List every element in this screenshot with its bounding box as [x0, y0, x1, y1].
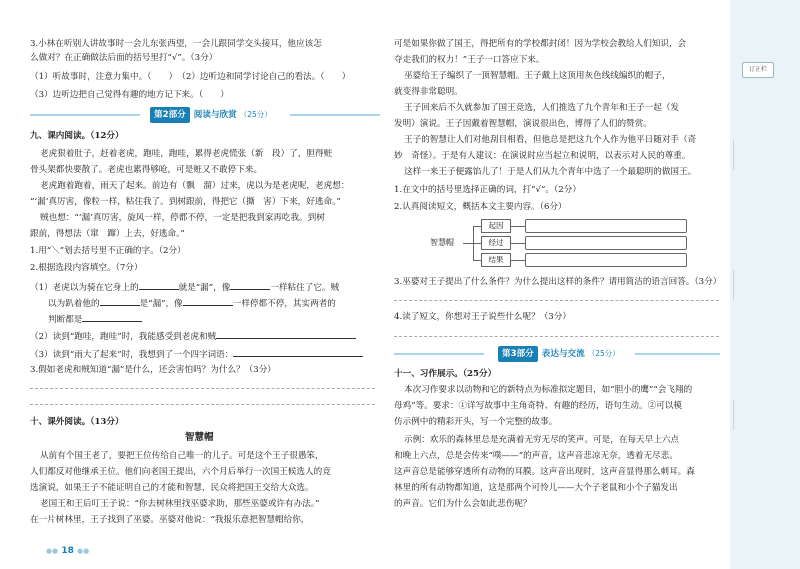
answer-line[interactable] [30, 388, 375, 389]
divider [733, 270, 734, 300]
mindmap-node-cause: 起因 [481, 219, 511, 233]
answer-blank[interactable] [233, 347, 363, 357]
reading-9-p2: 骨头架都快要散了。老虎也累得够呛，可是赃又不敢停下来。 [30, 165, 263, 175]
section-2-title: 阅读与欣赏 [193, 110, 237, 120]
mindmap-answer-box[interactable] [525, 253, 687, 267]
question-9-2-2: （2）读到“跑哇，跑哇”时，我能感受到老虎和贼 [30, 329, 356, 343]
mindmap-center: 智慧帽 [430, 238, 454, 247]
section-3-score: （25分） [587, 349, 620, 358]
story-p1: 从前有个国王老了，要把王位传给自己唯一的儿子。可是这个王子很愚笨， [40, 451, 324, 461]
section-11-title: 十一、习作展示。（25分） [394, 369, 497, 379]
question-9-2-line2: 以为趴着他的 是“漏”，像 一样停都不停，其实两者的 [48, 296, 336, 310]
answer-blank[interactable] [216, 329, 356, 339]
mindmap-connector [473, 226, 481, 227]
section-2-tag: 第2部分 [150, 107, 190, 123]
question-9-2: 2.根据选段内容填空。（7分） [30, 263, 143, 273]
section-3-bar-right [635, 346, 720, 362]
question-3-line1: 3.小林在听别人讲故事时一会儿东张西望，一会儿跟同学交头接耳，他应该怎 [30, 39, 322, 49]
reading-9-p1: 老虎狠着肚子，赶着老虎，跑哇，跑哇，累得老虎慌张（新 段）了，胆得赃 [40, 149, 333, 159]
question-10-4: 4.读了短文，你想对王子说些什么呢？（3分） [394, 312, 571, 322]
story-p6: 可是如果你做了国王，得把所有的学校都封闭！因为学校会教给人们知识，会 [394, 39, 687, 49]
story-p8: 巫婆给王子编织了一顶智慧帽。王子戴上这顶用灰色线线编织的帽子， [404, 71, 671, 81]
mindmap-answer-box[interactable] [525, 219, 687, 233]
writing-p2: 母鸡”等。要求：①详写故事中主角奇特、有趣的经历，语句生动。②可以模 [394, 401, 682, 411]
writing-p4: 示例：欢乐的森林里总是充满着无穷无尽的笑声。可是，在每天早上六点 [404, 435, 680, 445]
mindmap-node-result: 结果 [481, 253, 511, 267]
section-3-banner [498, 346, 628, 362]
reading-9-p4: “‘漏’真厉害，像粒一样，粘住我了。到树跟前，得把它（撕 害）下来，好逃命。” [30, 197, 341, 207]
mindmap-connector [511, 260, 525, 261]
story-p12: 王子的智慧让人们对他刮目相看，但他总是把这九个人作为他平日随对手（奇 [404, 135, 697, 145]
reading-9-p3: 老虎跑着跑着，雨天了起来。前边有（飘 溜）过来，虎以为是老虎呢，老虎想： [40, 181, 350, 191]
mindmap-answer-box[interactable] [525, 236, 687, 250]
correction-tab[interactable]: 订正栏 [742, 62, 774, 78]
story-p5: 在一片树林里，王子找到了巫婆。巫婆对他说：“我报乐意把智慧帽给你， [30, 515, 310, 525]
writing-p8: 的声音。它们为什么会如此悲伤呢？ [394, 499, 532, 509]
question-3-options-1: （1）听故事时，注意力集中。（ ） （2）边听边和同学讨论自己的看法。（ ） [30, 72, 351, 82]
mindmap-connector [473, 243, 481, 244]
answer-blank[interactable] [100, 296, 140, 306]
reading-9-p5: 贼也想：“‘漏’真厉害，旋风一样，停都不停，一定是把我到家再吃我。到树 [40, 213, 325, 223]
story-p13: 妙 奇怪）。于是有人建议：在演说时应当起立和说明，以表示对人民的尊重。 [394, 151, 691, 161]
answer-blank[interactable] [82, 312, 142, 322]
question-9-3: 3.假如老虎和贼知道“漏”是什么，还会害怕吗？为什么？（3分） [30, 365, 276, 375]
question-3-line2: 么做对？在正确做法后面的括号里打“√”。（3分） [30, 53, 218, 63]
right-page [394, 0, 730, 569]
section-9-title: 九、课内阅读。（12分） [30, 131, 124, 141]
section-3-tag: 第3部分 [498, 346, 538, 362]
answer-line[interactable] [394, 300, 719, 301]
answer-blank[interactable] [230, 280, 270, 290]
section-2-bar-right [290, 107, 380, 123]
answer-blank[interactable] [139, 280, 179, 290]
question-10-3: 3.巫婆对王子提出了什么条件？为什么提出这样的条件？请用简洁的语言回答。（3分） [394, 277, 722, 287]
story-p2: 人们都反对他继承王位。他们向老国王提出，六个月后举行一次国王候选人的竞 [30, 467, 331, 477]
section-2-bar-left [30, 107, 140, 123]
answer-line[interactable] [394, 336, 719, 337]
story-p7: 夺走我们的权力！”王子一口答应下来。 [394, 55, 545, 65]
question-9-2-line3: 判断都是 [48, 312, 142, 326]
story-p4: 老国王和王后叮王子说：“你去树林里找巫婆求助，那些巫婆或许有办法。” [40, 499, 320, 509]
story-p11: 发明）演说。王子因戴着智慧帽，演说很出色，博得了人们的赞赏。 [394, 119, 652, 129]
divider [733, 400, 734, 430]
section-10-title: 十、课外阅读。（13分） [30, 417, 124, 427]
story-title: 智慧帽 [185, 432, 214, 443]
question-9-1: 1.用“＼”划去括号里不正确的字。（2分） [30, 246, 186, 256]
writing-p7: 林里的所有动物都知道，这是那两个可怜儿——大个子老鼠和小个子猫发出 [394, 483, 678, 493]
answer-line[interactable] [30, 404, 375, 405]
writing-p6: 这声音总是能够穿透所有动物的耳膜。这声音出现时，这声音显得那么刺耳。森 [394, 467, 695, 477]
divider [733, 140, 734, 170]
correction-sidebar [730, 0, 800, 569]
page-number: ●● 18 ●● [46, 546, 90, 556]
writing-p1: 本次习作要求以动物和它的新特点为标准拟定题目，如“胆小的鹰”“会飞翔的 [404, 385, 693, 395]
mindmap-connector [511, 226, 525, 227]
mindmap-node-process: 经过 [481, 236, 511, 250]
page-number-dots: ●● [46, 547, 59, 555]
section-3-bar-left [394, 346, 484, 362]
question-3-options-2: （3）边听边把自己觉得有趣的地方记下来。（ ） [30, 90, 229, 100]
story-p14: 这样一来王子便露馅儿了！于是人们从九个青年中选了一个最聪明的做国王。 [404, 167, 697, 177]
writing-p5: 和晚上六点，总是会传来“噗——”的声音，这声音悲凉无奈，透着无尽悲。 [394, 451, 678, 461]
story-p3: 选演说，如果王子不能证明自己的才能和智慧，民众将把国王交给大众选。 [30, 483, 314, 493]
story-p10: 王子回来后不久就参加了国王竞选，人们推选了九个青年和王子一起（发 [404, 103, 680, 113]
mindmap-connector [511, 243, 525, 244]
page-number-dots: ●● [77, 547, 90, 555]
question-10-1: 1.在文中的括号里选择正确的词，打“√”。（2分） [394, 185, 581, 195]
answer-blank[interactable] [183, 296, 233, 306]
question-9-2-line1: （1）老虎以为骑在它身上的 就是“漏”，像 一样粘住了它。贼 [30, 280, 339, 294]
writing-p3: 仿示例中的精彩开头，写一个完整的故事。 [394, 417, 558, 427]
section-2-score: （25分） [239, 110, 272, 119]
reading-9-p6: 跟前，得想法（窜 蹿）上去，好逃命。” [30, 229, 185, 239]
section-3-title: 表达与交流 [541, 349, 585, 359]
mindmap-connector [463, 243, 473, 244]
story-p9: 就变得非常聪明。 [394, 87, 463, 97]
question-10-2: 2.认真阅读短文，概括本文主要内容。（6分） [394, 202, 567, 212]
mindmap-connector [473, 260, 481, 261]
question-9-2-3: （3）读到“雨大了起来”时，我想到了一个四字词语： [30, 347, 363, 361]
